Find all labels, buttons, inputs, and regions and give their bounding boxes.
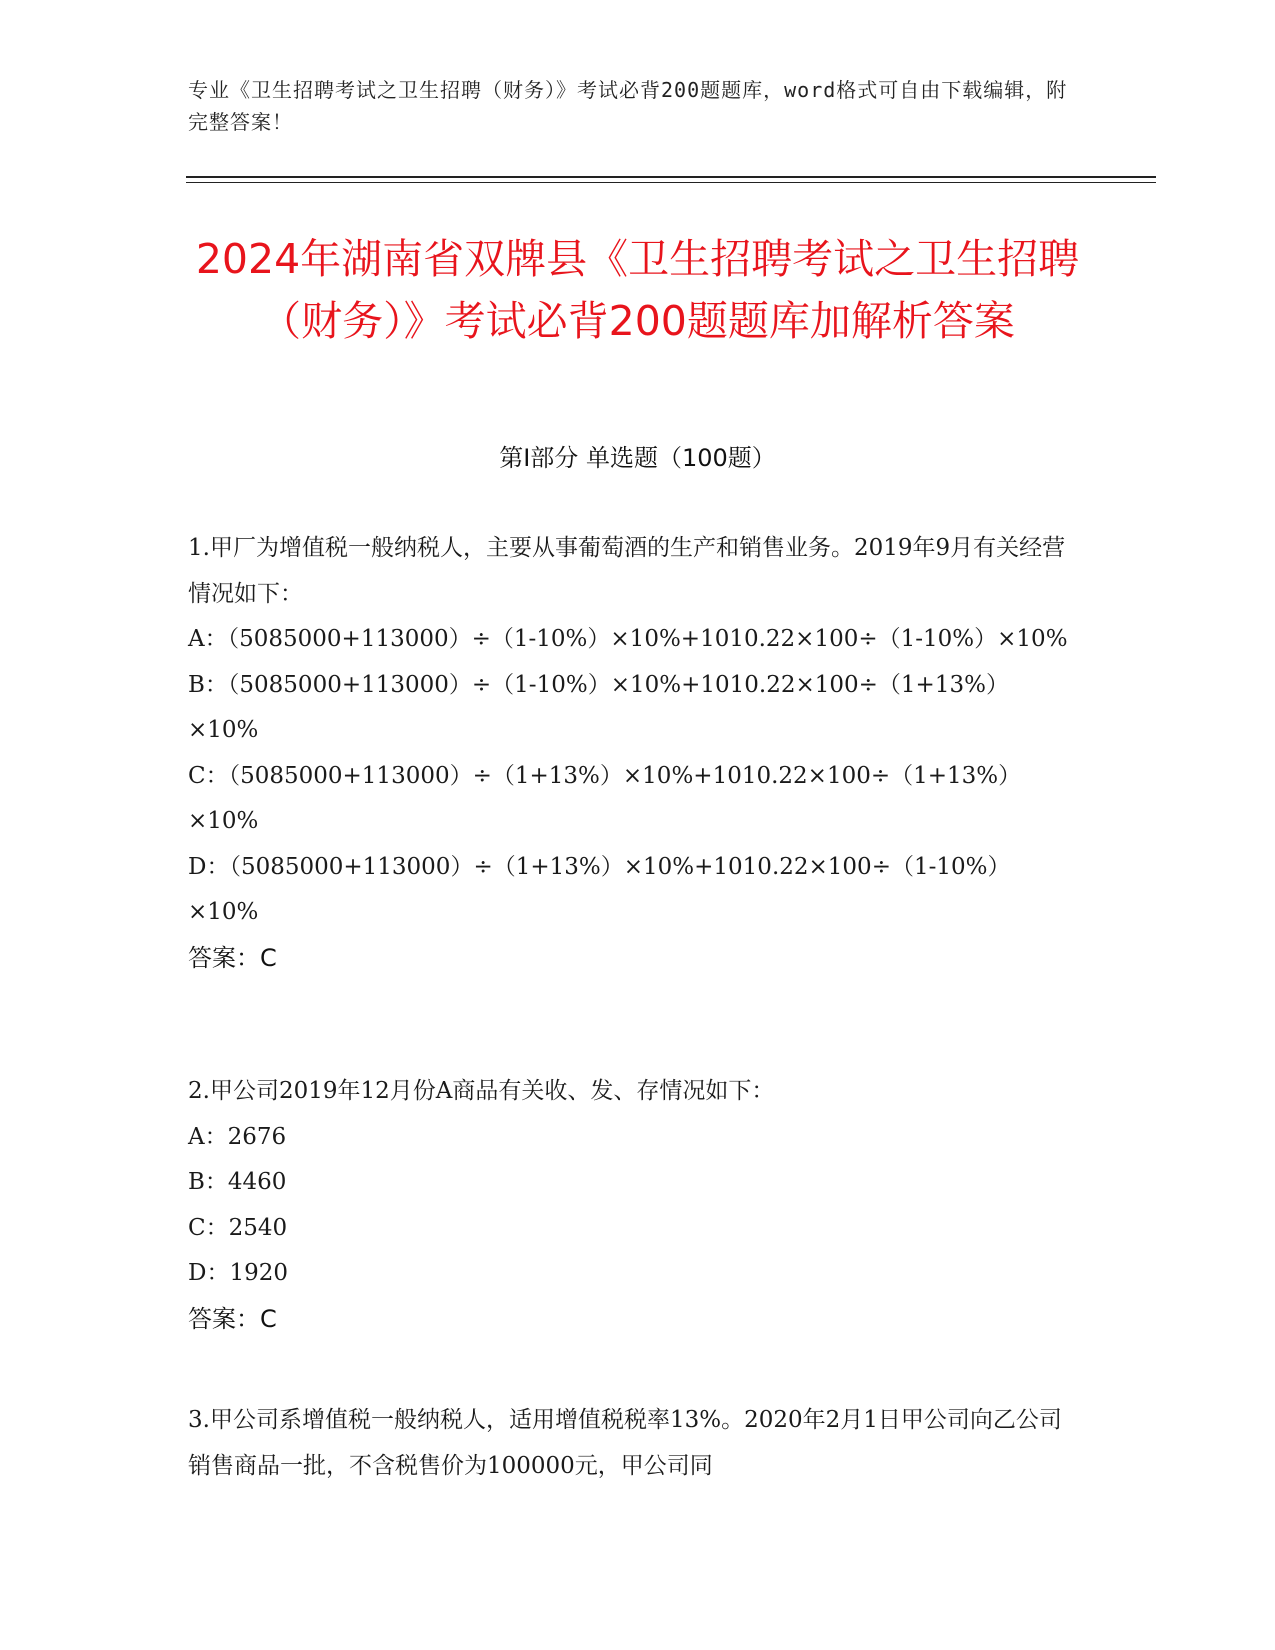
option-c: C：2540: [188, 1214, 288, 1241]
answer: 答案：C: [188, 1304, 277, 1333]
question-stem: 2.甲公司2019年12月份A商品有关收、发、存情况如下：: [188, 1078, 775, 1104]
option-c: C：（5085000+113000）÷（1+13%）×10%+1010.22×100÷（1+13%）×10%: [188, 762, 1022, 834]
section-title: 第Ⅰ部分 单选题（100题）: [499, 444, 776, 472]
option-d: D：1920: [188, 1260, 288, 1286]
option-a: A：2676: [188, 1123, 287, 1150]
option-b: B：4460: [188, 1169, 287, 1195]
option-a: A：（5085000+113000）÷（1-10%）×10%+1010.22×100÷（1-10%）×10%: [188, 626, 1068, 652]
header-divider-thin: [186, 182, 1156, 183]
document-title: 2024年湖南省双牌县《卫生招聘考试之卫生招聘（财务）》考试必背200题题库加解析答案: [195, 235, 1080, 345]
option-b: B：（5085000+113000）÷（1-10%）×10%+1010.22×100÷（1+13%）×10%: [188, 671, 1009, 743]
question-stem: 1.甲厂为增值税一般纳税人，主要从事葡萄酒的生产和销售业务。2019年9月有关经营情况如下：: [188, 535, 1066, 607]
question-3: [188, 1398, 1078, 1489]
question-1: [188, 526, 1078, 981]
question-2: [188, 1069, 1078, 1342]
answer: 答案：C: [188, 943, 277, 972]
question-stem: 3.甲公司系增值税一般纳税人，适用增值税税率13%。2020年2月1日甲公司向乙公司销售商品一批，不含税售价为100000元，甲公司同: [188, 1407, 1062, 1479]
header-note: 专业《卫生招聘考试之卫生招聘（财务）》考试必背200题题库，word格式可自由下载编辑，附完整答案！: [188, 78, 1068, 134]
option-d: D：（5085000+113000）÷（1+13%）×10%+1010.22×100÷（1-10%）×10%: [188, 853, 1011, 925]
header-divider-thick: [186, 176, 1156, 178]
